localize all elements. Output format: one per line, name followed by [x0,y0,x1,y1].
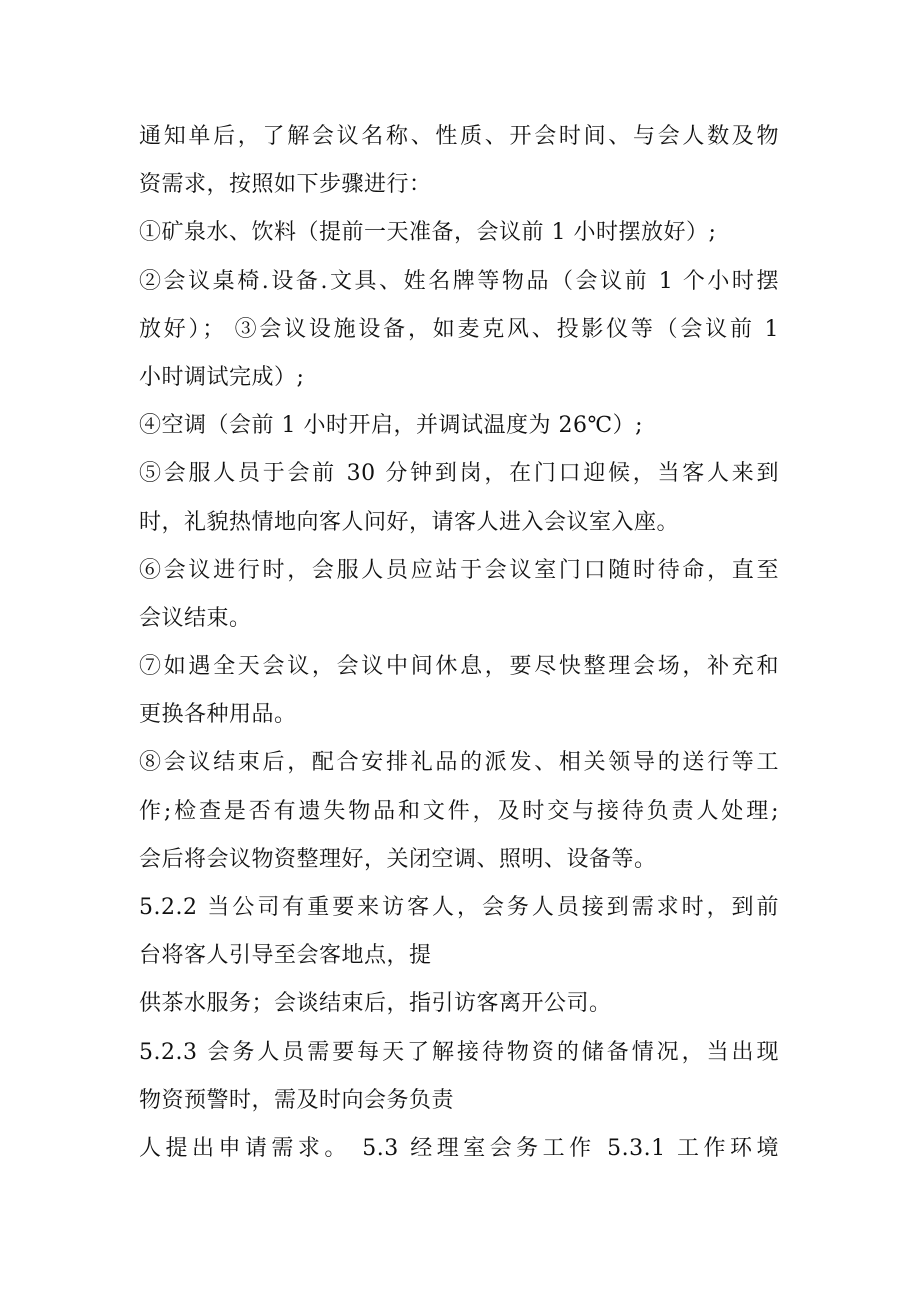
text-line-9: 时，礼貌热情地向客人问好，请客人进入会议室入座。 [139,509,680,535]
text-line-6: 小时调试完成）; [139,364,305,390]
text-line-19: 供茶水服务；会谈结束后，指引访客离开公司。 [139,991,612,1017]
text-line-3: ①矿泉水、饮料（提前一天准备，会议前 1 小时摆放好）; [139,220,717,246]
text-line-16: 会后将会议物资整理好，关闭空调、照明、设备等。 [139,846,657,872]
text-line-2: 资需求，按照如下步骤进行： [139,172,432,198]
text-line-8: ⑤会服人员于会前 30 分钟到岗，在门口迎候，当客人来到 [139,461,779,487]
text-line-22: 人提出申请需求。 5.3 经理室会务工作 5.3.1 工作环境 [139,1135,779,1161]
text-line-17: 5.2.2 当公司有重要来访客人，会务人员接到需求时，到前 [139,895,779,920]
text-line-13: 更换各种用品。 [139,702,297,728]
text-line-15: 作;检查是否有遗失物品和文件，及时交与接待负责人处理; [139,798,779,824]
text-line-12: ⑦如遇全天会议，会议中间休息，要尽快整理会场，补充和 [139,654,779,680]
text-line-4: ②会议桌椅.设备.文具、姓名牌等物品（会议前 1 个小时摆 [139,268,779,294]
text-line-5: 放好）； ③会议设施设备，如麦克风、投影仪等（会议前 1 [139,316,779,342]
text-line-14: ⑧会议结束后，配合安排礼品的派发、相关领导的送行等工 [139,750,779,776]
text-line-11: 会议结束。 [139,605,252,631]
text-line-1: 通知单后，了解会议名称、性质、开会时间、与会人数及物 [139,124,779,149]
text-line-18: 台将客人引导至会客地点，提 [139,943,432,969]
text-line-7: ④空调（会前 1 小时开启，并调试温度为 26℃）; [139,413,643,439]
text-line-20: 5.2.3 会务人员需要每天了解接待物资的储备情况，当出现 [139,1039,779,1065]
text-line-10: ⑥会议进行时，会服人员应站于会议室门口随时待命，直至 [139,557,779,583]
text-line-21: 物资预警时，需及时向会务负责 [139,1087,455,1113]
document-body [139,113,789,1173]
